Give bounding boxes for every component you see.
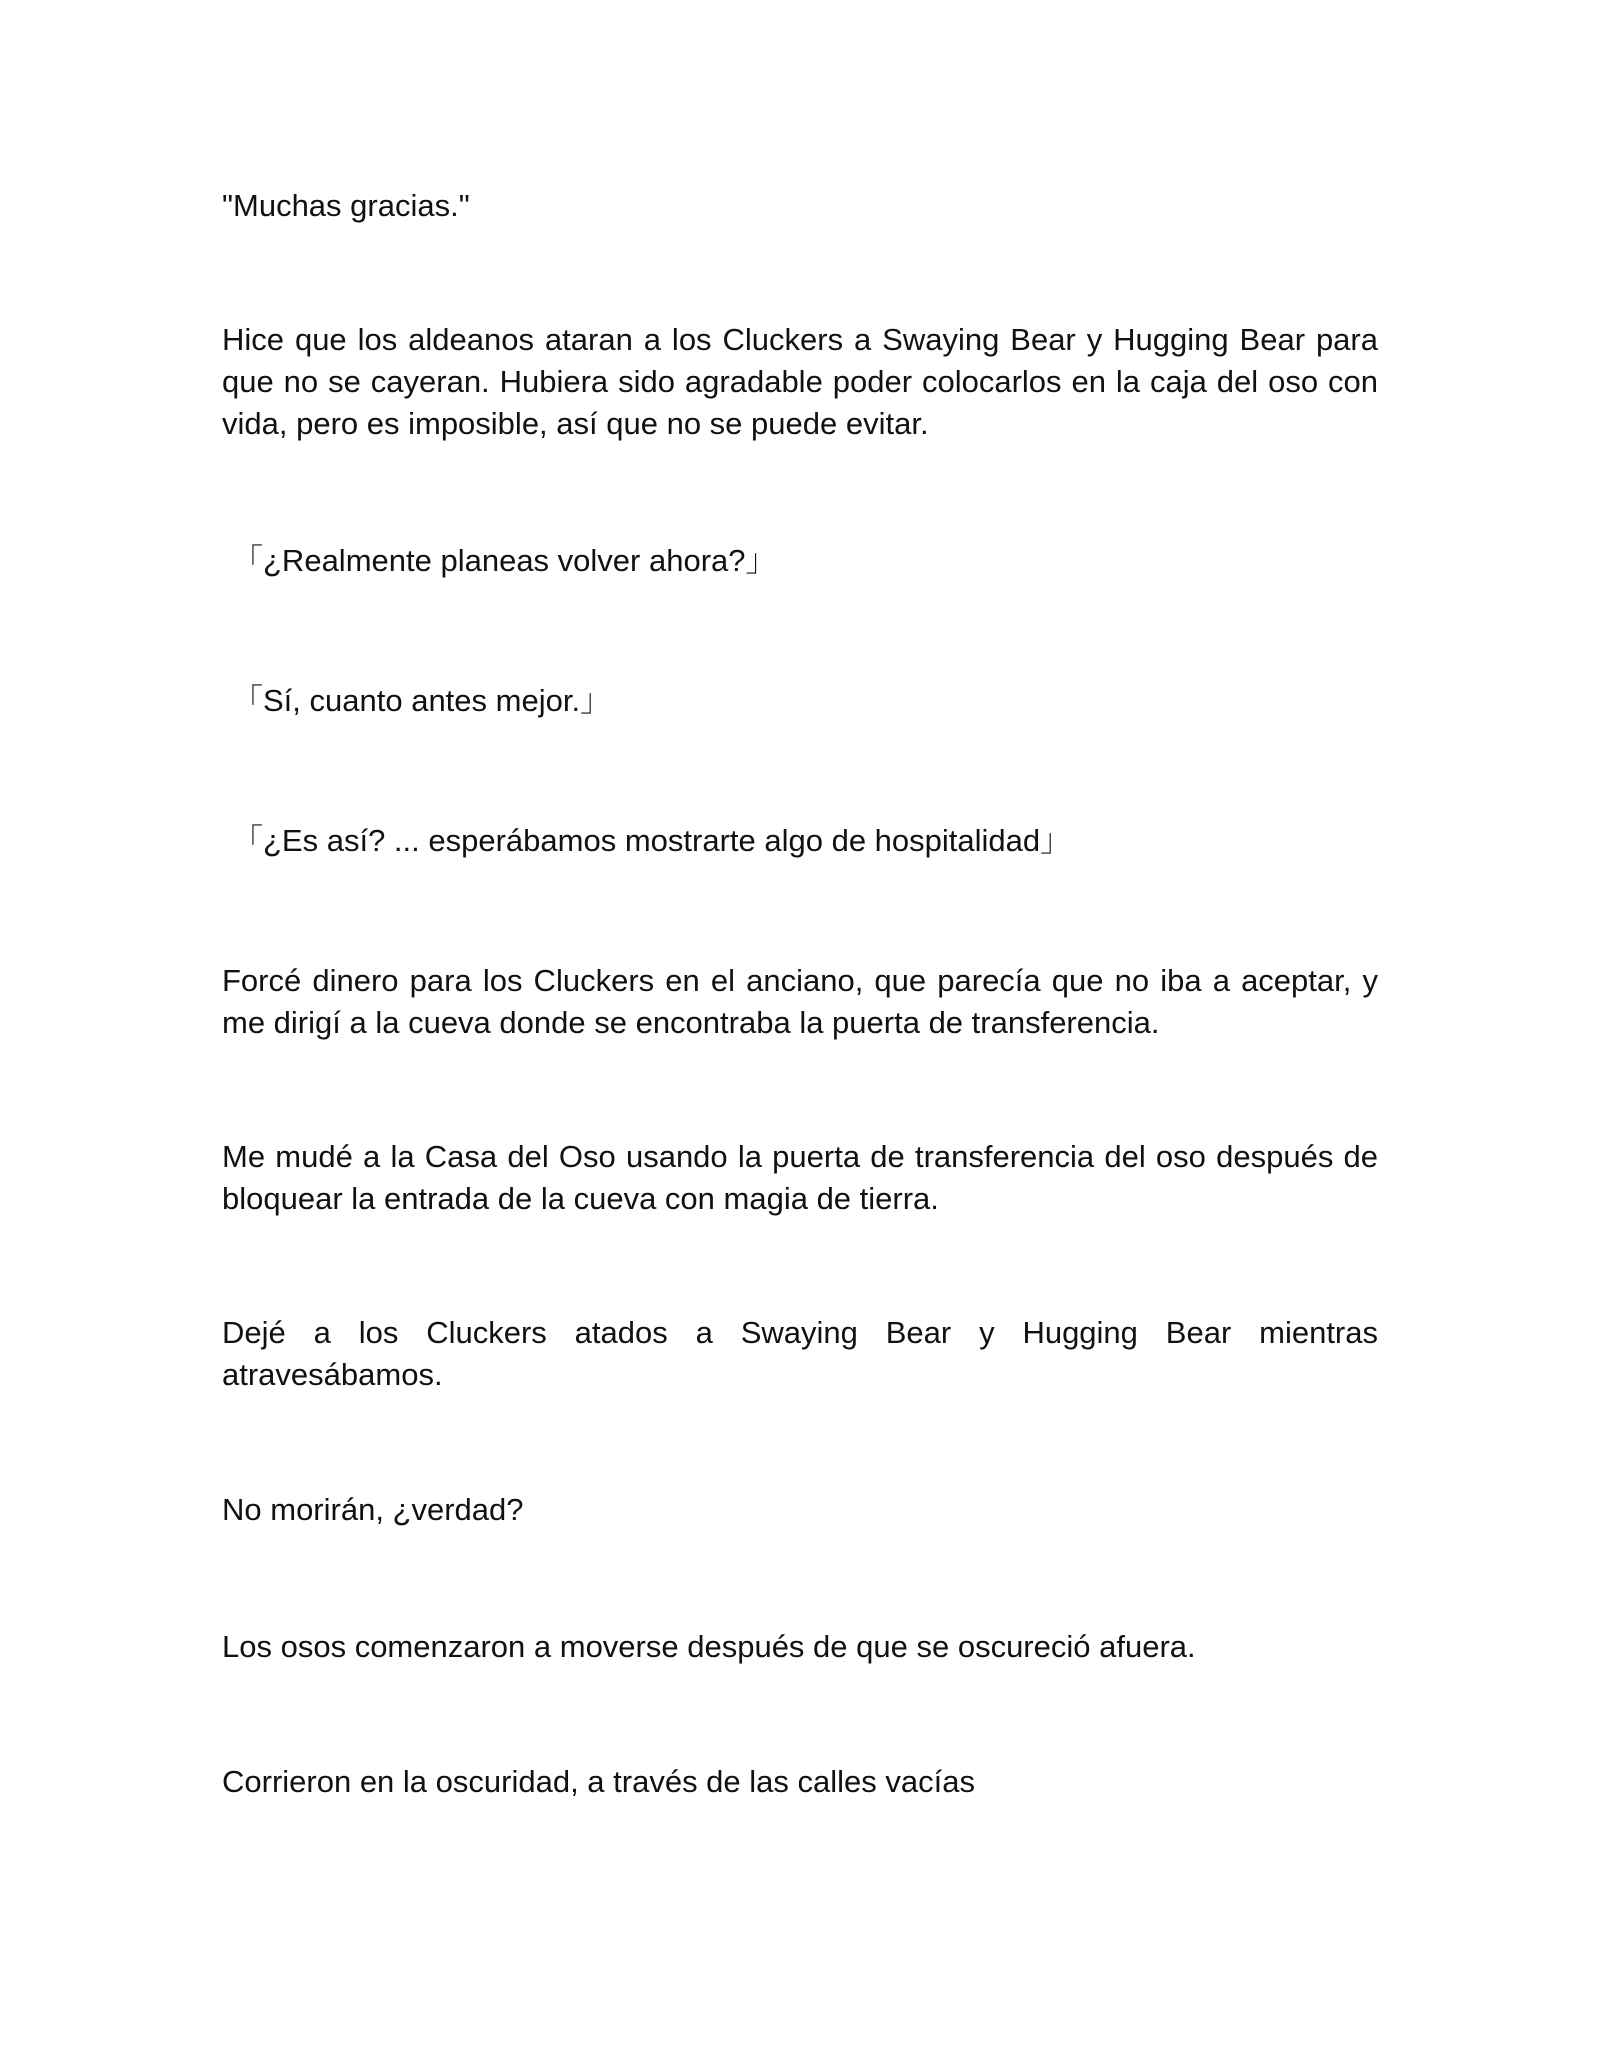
- paragraph-cluckers-tied: Dejé a los Cluckers atados a Swaying Bear y Hugging Bear mientras atravesábamos.: [222, 1315, 1378, 1392]
- paragraph-villagers-tie-cluckers: Hice que los aldeanos ataran a los Cluckers a Swaying Bear y Hugging Bear para que no se cayeran. Hubiera sido agradable poder colocarlos en la caja del oso con vida, pero es imposible, así que no se puede evitar.: [222, 322, 1378, 441]
- dialogue-sooner-better: 「Sí, cuanto antes mejor.」: [232, 683, 612, 718]
- paragraph-bears-move: Los osos comenzaron a moverse después de que se oscureció afuera.: [222, 1629, 1196, 1664]
- paragraph-bear-house-gate: Me mudé a la Casa del Oso usando la puerta de transferencia del oso después de bloquear la entrada de la cueva con magia de tierra.: [222, 1139, 1378, 1216]
- paragraph-thanks: "Muchas gracias.": [222, 188, 470, 223]
- paragraph-ran-in-dark: Corrieron en la oscuridad, a través de las calles vacías: [222, 1764, 975, 1799]
- dialogue-return-now: 「¿Realmente planeas volver ahora?」: [232, 543, 777, 578]
- paragraph-will-not-die: No morirán, ¿verdad?: [222, 1492, 524, 1527]
- dialogue-hospitality: 「¿Es así? ... esperábamos mostrarte algo de hospitalidad」: [232, 823, 1072, 858]
- paragraph-money-to-elder: Forcé dinero para los Cluckers en el anciano, que parecía que no iba a aceptar, y me dirigí a la cueva donde se encontraba la puerta de transferencia.: [222, 963, 1378, 1040]
